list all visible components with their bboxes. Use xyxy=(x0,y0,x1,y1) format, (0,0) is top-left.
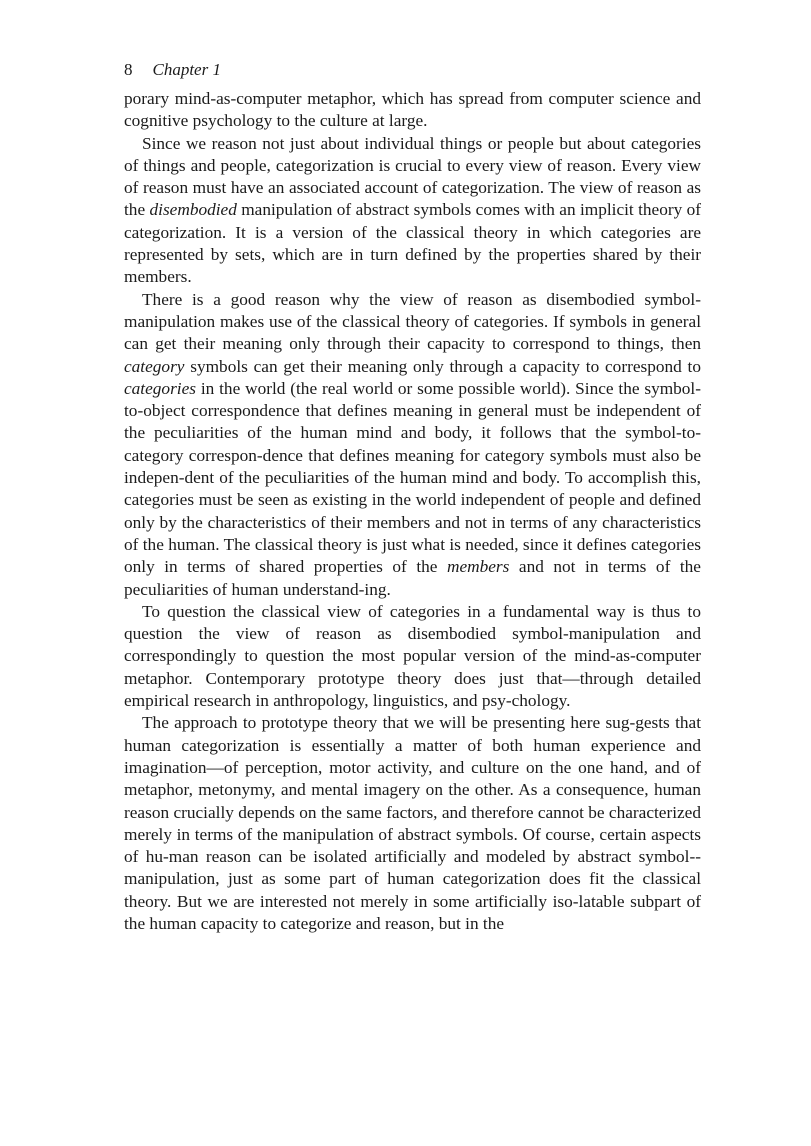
text-run: Since we reason not just about individual things or people but about categories of things and people, categorization is crucial to every view of reason. Every view of reason must have an associated account of categorization. The view of reason as the xyxy=(124,133,701,220)
text-run: symbols can get their meaning only through a capacity to correspond to xyxy=(184,356,701,376)
text-run: There is a good reason why the view of reason as disembodied symbol-manipulation makes use of the classical theory of categories. If symbols in general can get their meaning only through their capacity to correspond to things, then xyxy=(124,289,701,354)
italic-text: disembodied xyxy=(149,200,237,220)
text-run: To question the classical view of categories in a fundamental way is thus to question the view of reason as disembodied symbol-manipulation and correspondingly to question the most popular version of the mind-as-computer metaphor. Contemporary prototype theory does just that—through detailed empirical research in anthropology, linguistics, and psy-chology. xyxy=(124,601,701,711)
paragraph xyxy=(124,712,701,935)
text-run: manipulation of abstract symbols comes with an implicit theory of categorization. It is a version of the classical theory in which categories are represented by sets, which are in turn defined by the properties shared by their members. xyxy=(124,200,702,287)
text-run: in the world (the real world or some possible world). Since the symbol-to-object correspondence that defines meaning in general must be independent of the peculiarities of the human mind and body, it follows that the symbol-to-category correspon-dence that defines meaning for category symbols must also be indepen-dent of the peculiarities of the human mind and body. To accomplish this, categories must be seen as existing in the world independent of people and defined only by the characteristics of their members and not in terms of any characteristics of the human. The classical theory is just what is needed, since it defines categories only in terms of shared properties of the xyxy=(124,378,701,577)
italic-text: categories xyxy=(124,378,196,398)
page-number: 8 xyxy=(124,60,133,79)
italic-text: members xyxy=(446,557,510,577)
text-run: and not in terms of the peculiarities of human understand-ing. xyxy=(124,557,701,599)
paragraph xyxy=(124,88,701,133)
body-text xyxy=(124,88,701,935)
text-run: porary mind-as-computer metaphor, which has spread from computer science and cognitive psychology to the culture at large. xyxy=(124,89,701,131)
chapter-label: Chapter 1 xyxy=(152,60,221,79)
paragraph xyxy=(124,289,701,601)
italic-text: category xyxy=(124,356,185,376)
paragraph xyxy=(124,601,701,712)
paragraph xyxy=(124,133,701,289)
book-page xyxy=(124,52,701,935)
running-head xyxy=(124,52,701,88)
text-run: The approach to prototype theory that we will be presenting here sug-gests that human categorization is essentially a matter of both human experience and imagination—of perception, motor activity, and culture on the one hand, and of metaphor, metonymy, and mental imagery on the other. As a consequence, human reason crucially depends on the same factors, and therefore cannot be characterized merely in terms of the manipulation of abstract symbols. Of course, certain aspects of hu-man reason can be isolated artificially and modeled by abstract symbol-manipulation, just as some part of human categorization does fit the classical theory. But we are interested not merely in some artificially iso-latable subpart of the human capacity to categorize and reason, but in the xyxy=(124,713,701,933)
